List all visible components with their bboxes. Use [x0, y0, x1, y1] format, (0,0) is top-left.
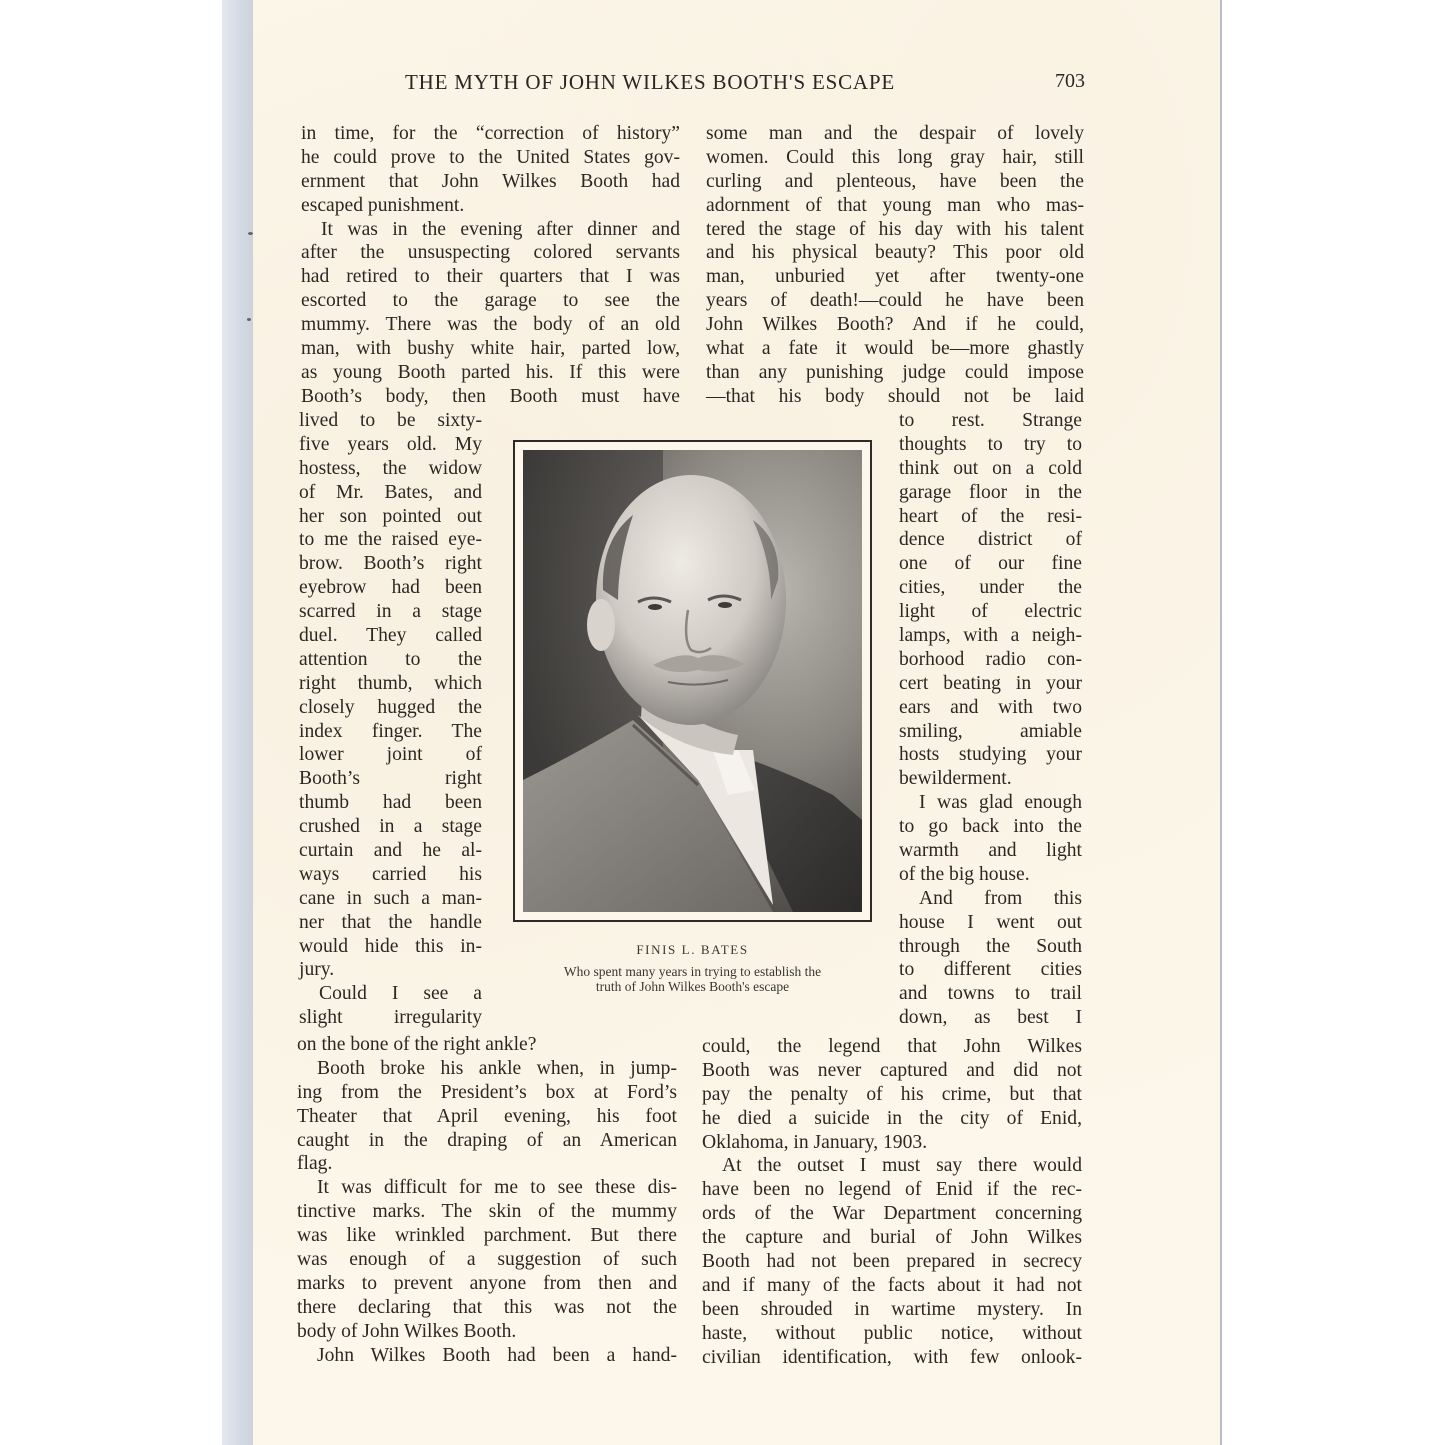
text-line: thumb had been — [299, 792, 482, 814]
text-line: At the outset I must say there would — [722, 1155, 1082, 1177]
text-line: body of John Wilkes Booth. — [297, 1320, 517, 1342]
text-line: through the South — [899, 935, 1082, 957]
text-line: dence district of — [899, 529, 1082, 551]
text-line: what a fate it would be—more ghastly — [706, 338, 1084, 360]
text-line: pay the penalty of his crime, but that — [702, 1083, 1082, 1105]
text-line: was like wrinkled parchment. But there — [297, 1225, 677, 1247]
text-line: flag. — [297, 1153, 333, 1175]
text-line: Booth had not been prepared in secrecy — [702, 1251, 1082, 1273]
text-line: marks to prevent anyone from then and — [297, 1272, 677, 1294]
text-line: down, as best I — [899, 1007, 1082, 1029]
text-line: was enough of a suggestion of such — [297, 1249, 677, 1271]
text-line: attention to the — [299, 648, 482, 670]
figure-caption-text — [513, 964, 872, 994]
text-line: thoughts to try to — [899, 433, 1082, 455]
text-line: —that his body should not be laid — [706, 385, 1084, 407]
text-line: and his physical beauty? This poor old — [706, 242, 1084, 264]
text-line: Booth’s right — [299, 768, 482, 790]
text-line: duel. They called — [299, 625, 482, 647]
text-line: her son pointed out — [299, 505, 482, 527]
paper-speck — [247, 318, 251, 321]
text-line: ears and with two — [899, 696, 1082, 718]
text-line: man, unburied yet after twenty-one — [706, 266, 1084, 288]
column-right-top — [706, 122, 1084, 409]
column-left-bottom — [297, 1033, 677, 1367]
text-line: to different cities — [899, 959, 1082, 981]
text-line: hostess, the widow — [299, 457, 482, 479]
text-line: And from this — [919, 887, 1082, 909]
text-line: eyebrow had been — [299, 577, 482, 599]
text-line: lamps, with a neigh- — [899, 625, 1082, 647]
text-line: have been no legend of Enid if the rec- — [702, 1179, 1082, 1201]
column-right-bottom — [702, 1035, 1082, 1369]
text-line: of the big house. — [899, 863, 1030, 885]
figure-caption-name: FINIS L. BATES — [636, 942, 749, 957]
text-line: curling and plenteous, have been the — [706, 170, 1084, 192]
text-line: jury. — [299, 959, 335, 981]
text-line: he could prove to the United States gov- — [301, 146, 680, 168]
text-line: warmth and light — [899, 840, 1082, 862]
text-line: crushed in a stage — [299, 816, 482, 838]
text-line: some man and the despair of lovely — [706, 123, 1084, 144]
text-line: scarred in a stage — [299, 601, 482, 623]
text-line: brow. Booth’s right — [299, 553, 482, 575]
text-line: think out on a cold — [899, 457, 1082, 479]
text-line: smiling, amiable — [899, 720, 1082, 742]
text-line: there declaring that this was not the — [297, 1296, 677, 1318]
text-line: It was difficult for me to see these dis- — [317, 1177, 677, 1199]
text-line: John Wilkes Booth had been a hand- — [317, 1344, 677, 1366]
text-line: civilian identification, with few onlook- — [702, 1346, 1082, 1368]
text-line: years of death!—could he have been — [706, 290, 1084, 312]
text-line: lived to be sixty- — [299, 410, 482, 431]
text-line: caught in the draping of an American — [297, 1129, 677, 1151]
text-line: man, with bushy white hair, parted low, — [301, 338, 680, 360]
text-line: garage floor in the — [899, 481, 1082, 503]
text-line: women. Could this long gray hair, still — [706, 146, 1084, 168]
text-line: haste, without public notice, without — [702, 1322, 1082, 1344]
text-line: Booth’s body, then Booth must have — [301, 385, 680, 407]
text-line: lower joint of — [299, 744, 482, 766]
text-line: Could I see a — [319, 983, 482, 1005]
running-title: THE MYTH OF JOHN WILKES BOOTH'S ESCAPE — [405, 70, 895, 94]
text-line: cane in such a man- — [299, 887, 482, 909]
text-line: ing from the President’s box at Ford’s — [297, 1081, 677, 1103]
text-line: cert beating in your — [899, 672, 1082, 694]
portrait-photo — [523, 450, 862, 912]
text-line: heart of the resi- — [899, 505, 1082, 527]
paper-speck — [248, 232, 253, 235]
text-line: after the unsuspecting colored servants — [301, 242, 680, 264]
text-line: and towns to trail — [899, 983, 1082, 1005]
text-line: he died a suicide in the city of Enid, — [702, 1107, 1082, 1129]
caption-line: truth of John Wilkes Booth's escape — [595, 979, 790, 994]
text-line: Oklahoma, in January, 1903. — [702, 1131, 928, 1153]
text-line: light of electric — [899, 601, 1082, 623]
text-line: to rest. Strange — [899, 410, 1082, 431]
portrait-figure-frame — [513, 440, 872, 922]
caption-line: Who spent many years in trying to establish the — [563, 964, 822, 979]
text-line: and if many of the facts about it had not — [702, 1274, 1082, 1296]
text-line: five years old. My — [299, 433, 482, 455]
text-line: ords of the War Department concerning — [702, 1203, 1082, 1225]
text-line: curtain and he al- — [299, 840, 482, 862]
running-head — [405, 70, 1095, 100]
text-line: been shrouded in wartime mystery. In — [702, 1298, 1082, 1320]
text-line: house I went out — [899, 911, 1082, 933]
text-line: borhood radio con- — [899, 648, 1082, 670]
text-line: cities, under the — [899, 577, 1082, 599]
column-left-top — [301, 122, 680, 409]
text-line: Theater that April evening, his foot — [297, 1105, 677, 1127]
text-line: bewilderment. — [899, 768, 1012, 790]
text-line: John Wilkes Booth? And if he could, — [706, 314, 1084, 336]
text-line: escorted to the garage to see the — [301, 290, 680, 312]
text-line: adornment of that young man who mas- — [706, 194, 1084, 216]
text-line: right thumb, which — [299, 672, 482, 694]
text-line: mummy. There was the body of an old — [301, 314, 680, 336]
text-line: would hide this in- — [299, 935, 482, 957]
text-line: ways carried his — [299, 863, 482, 885]
text-line: closely hugged the — [299, 696, 482, 718]
text-line: to me the raised eye- — [299, 529, 482, 551]
text-line: on the bone of the right ankle? — [297, 1034, 537, 1055]
text-line: ernment that John Wilkes Booth had — [301, 170, 680, 192]
text-line: than any punishing judge could impose — [706, 361, 1084, 383]
text-line: escaped punishment. — [301, 194, 465, 216]
text-line: as young Booth parted his. If this were — [301, 361, 680, 383]
text-line: to go back into the — [899, 816, 1082, 838]
text-line: ner that the handle — [299, 911, 482, 933]
text-line: could, the legend that John Wilkes — [702, 1036, 1082, 1057]
text-line: It was in the evening after dinner and — [321, 218, 680, 240]
text-line: Booth broke his ankle when, in jump- — [317, 1057, 677, 1079]
text-line: tered the stage of his day with his talent — [706, 218, 1084, 240]
column-right-narrow — [899, 409, 1082, 1030]
text-line: slight irregularity — [299, 1007, 482, 1029]
text-line: one of our fine — [899, 553, 1082, 575]
text-line: tinctive marks. The skin of the mummy — [297, 1201, 677, 1223]
text-line: I was glad enough — [919, 792, 1082, 814]
text-line: the capture and burial of John Wilkes — [702, 1227, 1082, 1249]
page-number: 703 — [1055, 70, 1085, 92]
column-left-narrow — [299, 409, 482, 1030]
text-line: index finger. The — [299, 720, 482, 742]
page-edge-shadow — [222, 0, 256, 1445]
text-line: in time, for the “correction of history” — [301, 123, 680, 144]
text-line: Booth was never captured and did not — [702, 1059, 1082, 1081]
text-line: had retired to their quarters that I was — [301, 266, 680, 288]
text-line: of Mr. Bates, and — [299, 481, 482, 503]
text-line: hosts studying your — [899, 744, 1082, 766]
